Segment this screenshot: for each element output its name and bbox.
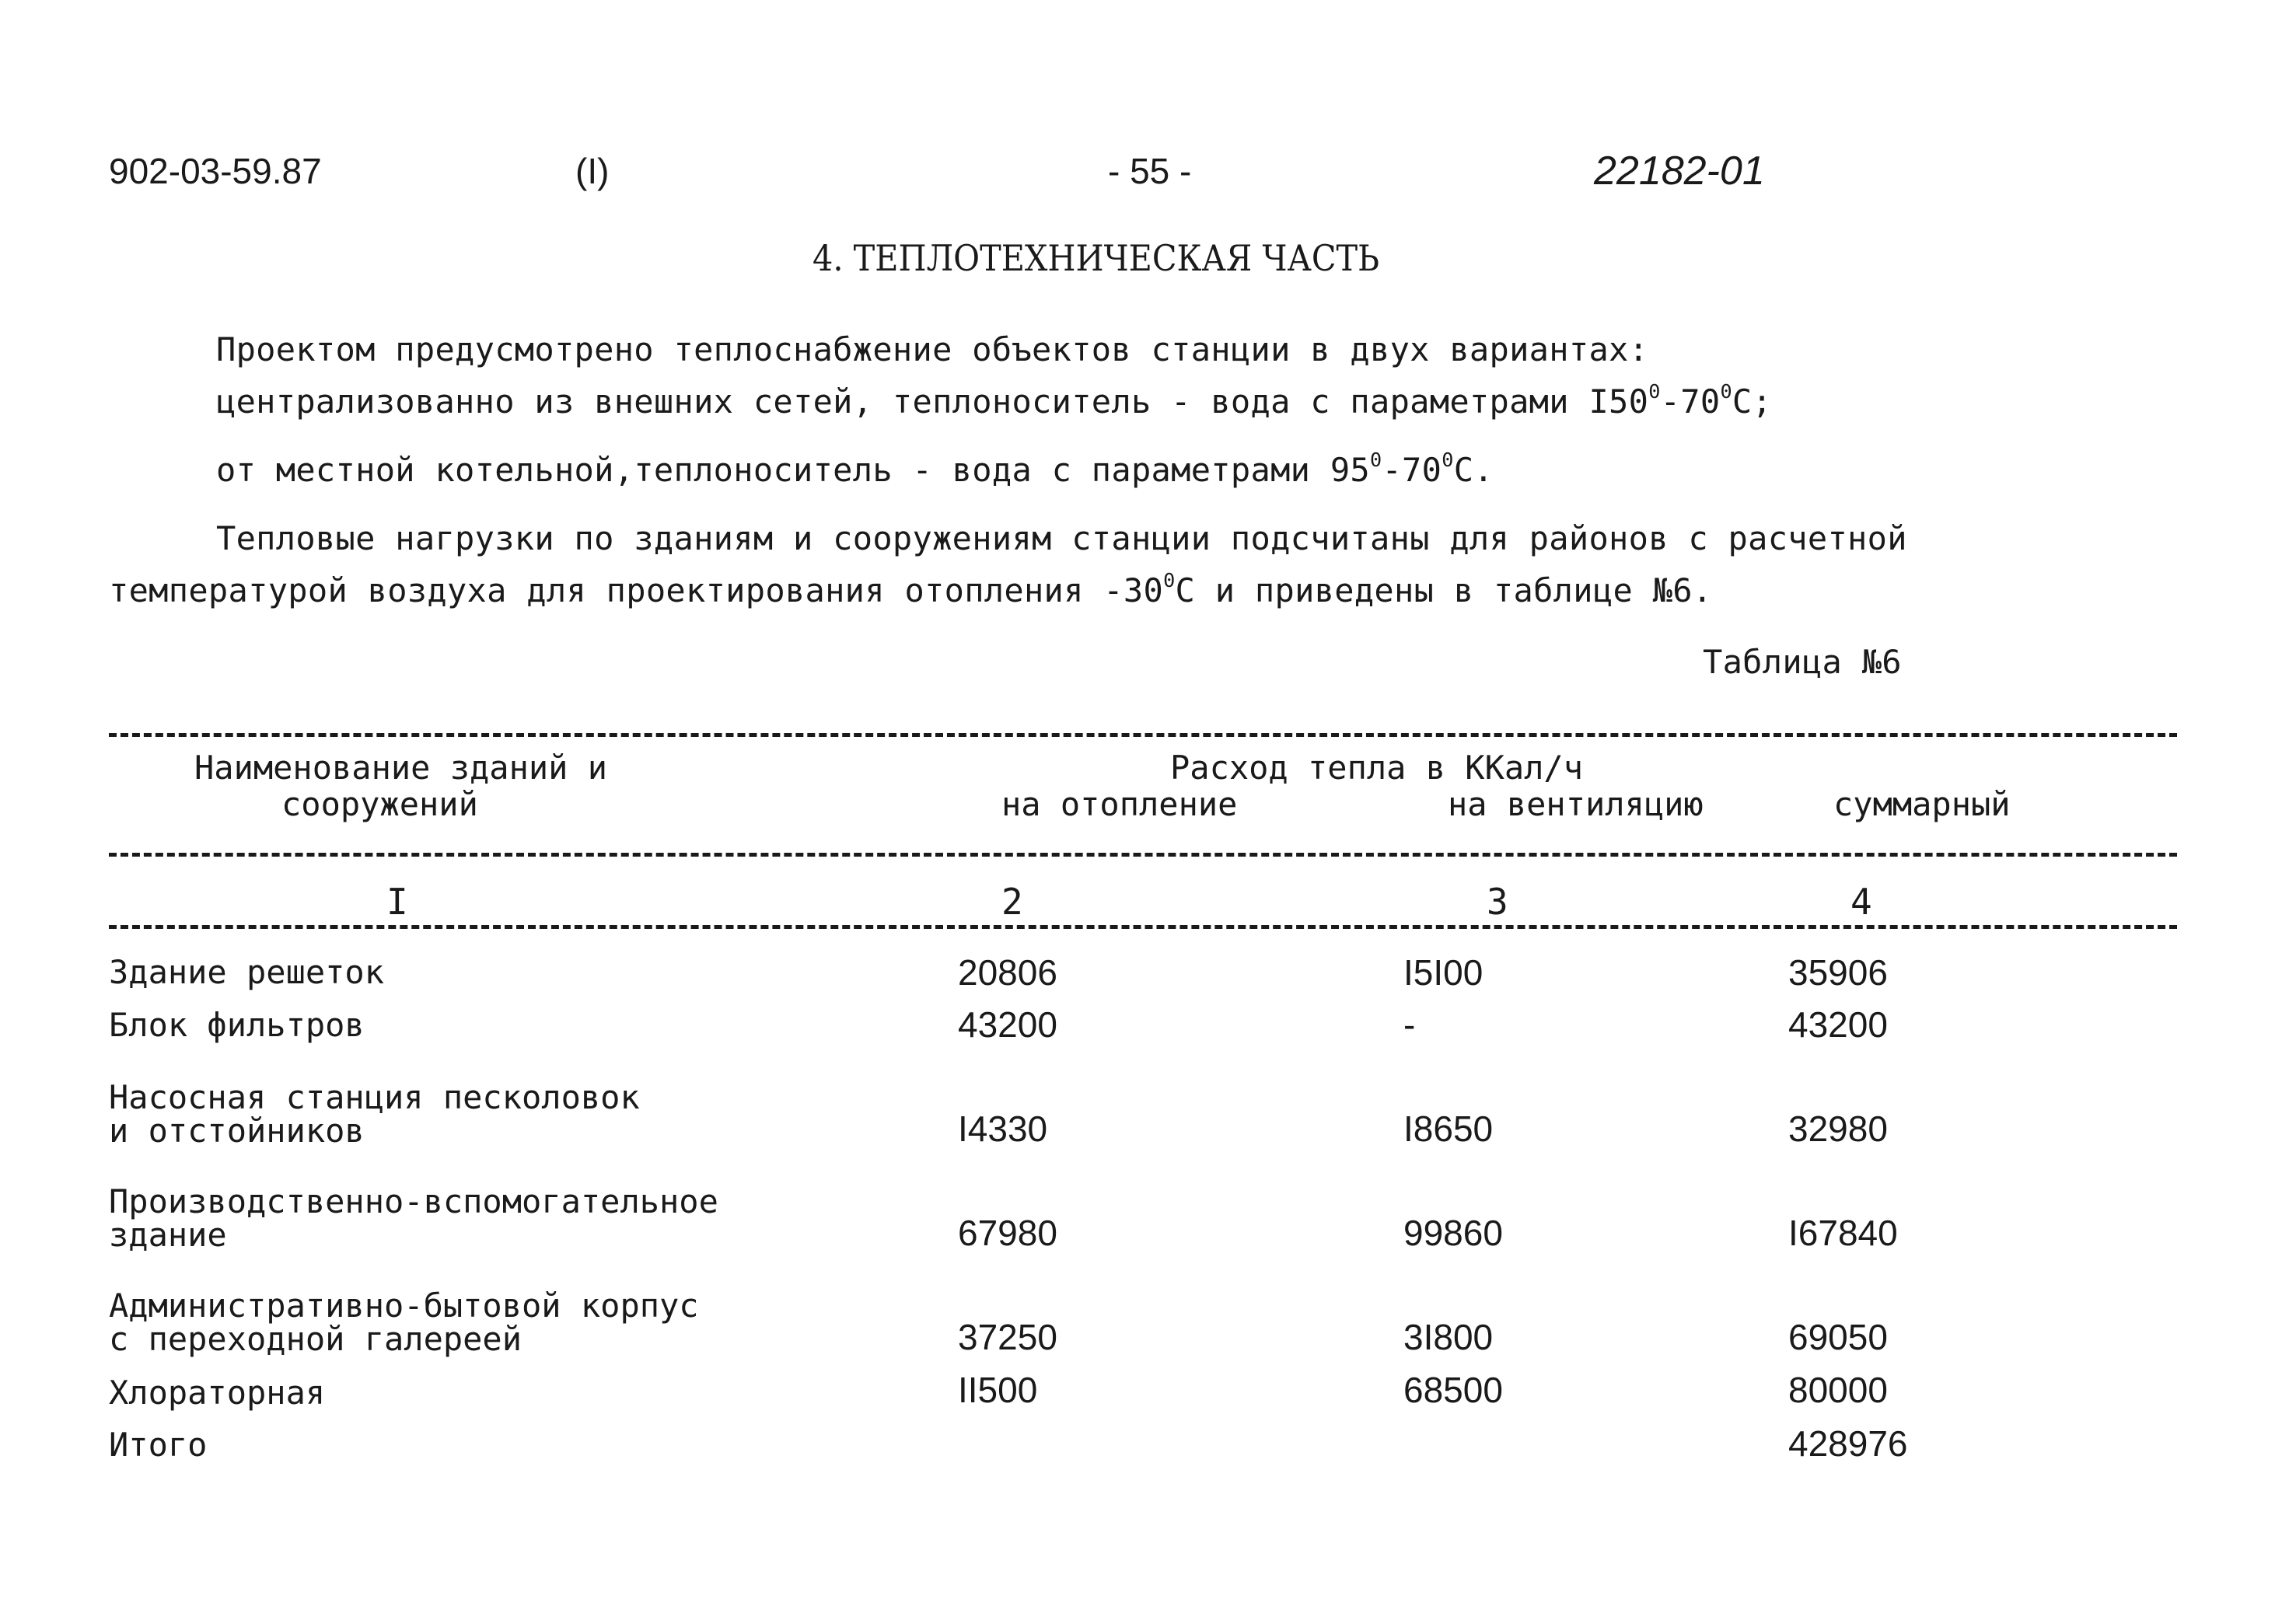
paragraph-central-supply: централизованно из внешних сетей, теплоноситель - вода с параметрами $I50^0-70^0C$; [216,380,1773,421]
column-header-name-line2: сооружений [281,785,478,823]
row-name: Блок фильтров [109,1006,365,1044]
row-total: 32980 [1788,1108,1888,1149]
row-total: 80000 [1788,1370,1888,1410]
table-rule-header [109,853,2177,857]
paragraph-heat-loads: Тепловые нагрузки по зданиям и сооружениям станции подсчитаны для районов с расчетной [216,519,1907,557]
row-ventilation: 68500 [1403,1370,1503,1410]
table-caption: Таблица №6 [1703,643,1902,681]
paragraph-local-boiler: от местной котельной,теплоноситель - вода с параметрами $95^0-70^0C$. [216,449,1494,489]
paragraph-heat-supply: Проектом предусмотрено теплоснабжение объектов станции в двух вариантах: [216,330,1649,368]
row-name: Хлораторная [109,1374,326,1412]
column-header-total: суммарный [1833,785,2011,823]
row-total: 43200 [1788,1004,1888,1045]
sheet-code: 22182-01 [1594,148,1765,194]
row-ventilation: I5I00 [1403,952,1483,993]
paragraph-heat-loads-cont: температурой воздуха для проектирования отопления $-30^0C$ и приведены в таблице №6. [109,569,1713,609]
row-heating: II500 [958,1370,1038,1410]
row-heating: I4330 [958,1108,1048,1149]
row-total: 35906 [1788,952,1888,993]
row-name: Производственно-вспомогательное [109,1182,718,1220]
column-header-heating: на отопление [1001,785,1238,823]
row-name: Административно-бытовой корпус [109,1287,699,1325]
row-heating: 67980 [958,1213,1057,1253]
row-heating: 43200 [958,1004,1057,1045]
column-number: 4 [1850,881,1872,923]
grand-total: 428976 [1788,1423,1908,1464]
row-name: Здание решеток [109,953,385,991]
column-number: 2 [1001,881,1023,923]
row-ventilation: 3I800 [1403,1317,1494,1357]
row-ventilation: 99860 [1403,1213,1503,1253]
page-number: - 55 - [1108,151,1192,191]
row-name: Насосная станция песколовок [109,1078,640,1116]
document-part: (I) [575,151,610,191]
column-number: 3 [1487,881,1508,923]
column-group-header: Расход тепла в ККал/ч [1170,749,1584,787]
row-name-line2: с переходной галереей [109,1320,522,1358]
row-heating: 37250 [958,1317,1057,1357]
row-total: I67840 [1788,1213,1898,1253]
row-ventilation: - [1403,1004,1416,1045]
row-name-line2: здание [109,1216,227,1254]
row-name-total: Итого [109,1426,208,1464]
column-number: I [386,881,408,923]
table-rule-top [109,733,2177,737]
column-header-ventilation: на вентиляцию [1448,785,1704,823]
table-rule-numbers [109,925,2177,929]
row-ventilation: I8650 [1403,1108,1494,1149]
row-name-line2: и отстойников [109,1112,365,1150]
row-heating: 20806 [958,952,1057,993]
section-title: 4. ТЕПЛОТЕХНИЧЕСКАЯ ЧАСТЬ [813,237,1380,279]
column-header-name: Наименование зданий и [194,749,608,787]
row-total: 69050 [1788,1317,1888,1357]
document-code: 902-03-59.87 [109,151,322,191]
